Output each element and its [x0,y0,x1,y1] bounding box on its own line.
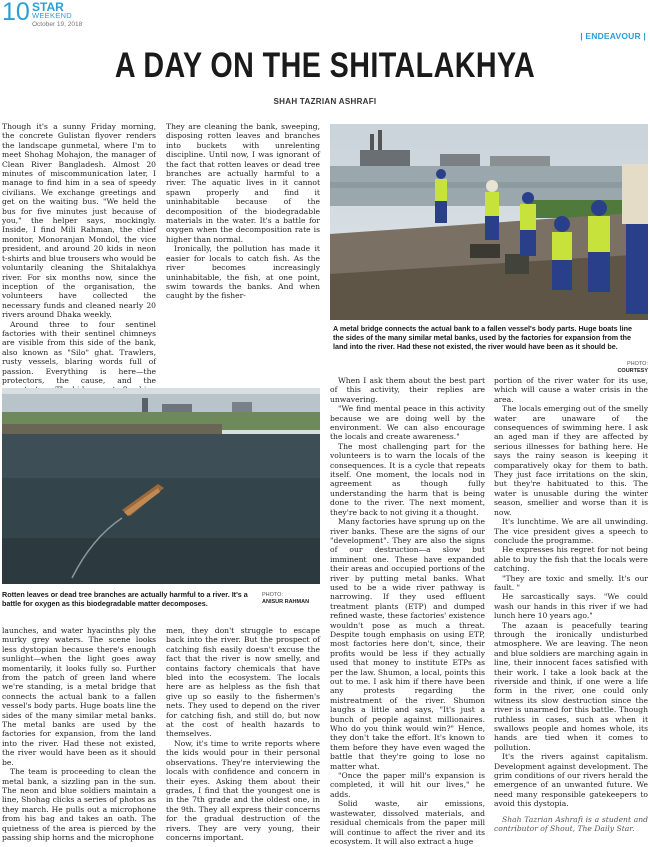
paragraph: Many factories have sprung up on the river banks. These are the signs of our "development". They are also the signs of our destruction—a slow but imminent one. These have expanded their areas and occupied portions of the river by putting metal banks. What used to be a wide river pathway is narrowing. If they used effluent treatment plants (ETP) and dumped refined waste, these factories' existence wouldn't pose as much a threat. Despite tough emphasis on using ETP, most factories here don't, since, their profits would be less if they actually used that money to institute ETPs as per the law. Shumon, a local, points this out to me. I ask him if there have been any protests regarding the mistreatment of the river. Shumon laughs a little and says, "It's just a bunch of people against millionaires. Who do you think would win?" Hence, they don't take the effort. It's known to them before they have even waged the battle that they're going to lose no matter what. [330,517,485,771]
column-4 [494,376,648,847]
column-3 [330,376,485,847]
paragraph: "We find mental peace in this activity because we are doing well by the environment. We can also encourage the locals and create awareness." [330,404,485,442]
brand-name: STAR [32,0,64,14]
paragraph: launches, and water hyacinths ply the murky grey waters. The scene looks less dystopian because there's enough sunlight—when the light goes away momentarily, it looks fully so. Further from the patch of green land where we're standing, is a metal bridge that connects the actual bank to a fallen vessel's body parts. Huge boats line the sides of the many similar metal banks. The metal banks are used by the factories for expansion, from the land into the river. Had these not existed, the river would have been as it should be. [2,626,156,767]
credit-label: PHOTO: [262,592,283,598]
issue-date: October 19, 2018 [32,21,83,28]
paragraph: men, they don't struggle to escape back into the river. But the prospect of catching fish easily doesn't excuse the fact that the river is now smelly, and contains factory chemicals that have bled into the ecosystem. The locals here are as helpless as the fish that give up so easily to the fishermen's nets. They used to depend on the river for catching fish, and still do, but now at the cost of health hazards to themselves. [166,626,320,739]
section-tag: | ENDEAVOUR | [580,31,646,41]
paragraph: The azaan is peacefully tearing through the ironically undisturbed atmosphere. We are leaving. The neon and blue soldiers are marching again in line, their innocent faces satisfied with their work. I take a look back at the riverside and think, if one were a life form in the river, one could only witness its slow destruction since the river is unarmed for this battle. Though ruthless in cases, such as when it swallows people and homes whole, its hands are tied when it comes to pollution. [494,620,648,752]
column-1-top [2,122,156,385]
photo-caption-top-right: A metal bridge connects the actual bank to a fallen vessel's body parts. Huge boats line the sides of the many similar metal banks, used by the factories for expansion from the land into the river. Had these not existed, the river would have been as it should be. [333,324,633,351]
paragraph: Ironically, the pollution has made it easier for locals to catch fish. As the river becomes increasingly uninhabitable, the fish, at one point, swim towards the banks. And when caught by the fisher- [166,244,320,301]
credit-label: PHOTO: [627,361,648,367]
column-1-bottom [2,626,156,847]
paragraph: It's lunchtime. We are all unwinding. The vice president gives a speech to conclude the programme. [494,517,648,545]
paragraph: The most challenging part for the volunteers is to warn the locals of the consequences. It is a cycle that repeats itself. One moment, the locals nod in agreement as though fully understanding the harm that is being done to the river. The next moment, they're back to not giving it a thought. [330,441,485,517]
column-2-bottom [166,626,320,847]
paragraph: Now, it's time to write reports where the kids would pour in their personal observations. They're interviewing the locals with confidence and concern in their eyes. Asking them about their grades, I find that the youngest one is in the 7th grade and the oldest one, in the 9th. They all express their concerns for the gradual destruction of the rivers. They are very young, their concerns important. [166,738,320,842]
page-number: 10 [2,0,30,26]
paragraph: portion of the river water for its use, which will cause a water crisis in the area. [494,376,648,404]
paragraph: The team is proceeding to clean the metal bank, a sizzling pan in the sun. The neon and blue soldiers maintain a line, Shohag clicks a series of photos as they march. He pulls out a microphone from his bag and takes an oath. The quietness of the area is pierced by the passing ship horns and the microphone [2,767,156,842]
paragraph: When I ask them about the best part of this activity, their replies are unwavering. [330,376,485,404]
credit-name: ANISUR RAHMAN [262,598,310,605]
paragraph: Solid waste, air emissions, wastewater, dissolved materials, and residual chemicals from the paper mill will continue to affect the river and its ecosystem. It will also extract a huge [330,799,485,846]
photo-volunteers-cleaning [330,124,648,320]
photo-credit-left [262,592,320,605]
paragraph: The locals emerging out of the smelly water are unaware of the consequences of swimming here. I ask an aged man if they are affected by serious illnesses for bathing here. He says the rainy season is keeping it comparatively okay for them to bath. They just face irritations on the skin, but they're habituated to this. The water is unusable during the winter season, smellier and worse than it is now. [494,404,648,517]
photo-river-boat [2,388,320,584]
paragraph: It's the rivers against capitalism. Development against development. The grim conditions of our rivers herald the emergence of an unwanted future. We need many responsible gatekeepers to avoid this dystopia. [494,752,648,809]
masthead [0,0,650,34]
credit-name: COURTESY [617,367,648,374]
photo-credit-top-right [600,361,648,374]
author-bio: Shah Tazrian Ashrafi is a student and contributor of Shout, The Daily Star. [494,814,648,834]
paragraph: Around three to four sentinel factories with their sentinel chimneys are visible from this side of the bank, also known as "Silo" ghat. Trawlers, rusty vessels, blaring words full of passion. Everything is here—the protectors, the cause, and the [2,319,156,385]
paragraph: They are cleaning the bank, sweeping, disposing rotten leaves and branches into buckets with unrelenting discipline. Until now, I was ignorant of the fact that rotten leaves or dead tree branches are actually harmful to a river. The aquatic lives in it cannot spawn properly and find it uninhabitable because of the decomposition of the biodegradable materials in the water. It's a battle for oxygen when the decomposition rate is higher than normal. [166,122,320,244]
paragraph: Though it's a sunny Friday morning, the concrete Gulistan flyover renders the landscape gunmetal, where I'm to meet Shohag Mohajon, the manager of Clean River Bangladesh. Almost 20 minutes of miscommunication later, I manage to find him in a sea of speedy civilians. We exchange greetings and get on the waiting bus. "We held the bus for five minutes just because of you," the helper says, mockingly. Inside, I find Mili Rahman, the chief monitor, Monoranjan Mondol, the vice president, and around 20 kids in neon t-shirts and blue trousers who would be voluntarily cleaning the Shitalakhya river. For six months now, since the inception of the organisation, the volunteers have collected the necessary funds and cleaned nearly 20 rivers around Dhaka weekly. [2,122,156,320]
photo-caption-left: Rotten leaves or dead tree branches are actually harmful to a river. It's a battle for oxygen as this biodegradable matter decomposes. [2,590,248,608]
paragraph: "Once the paper mill's expansion is completed, it will hit our lives," he adds. [330,771,485,799]
paragraph: "They are toxic and smelly. It's our fault. " [494,573,648,592]
byline: SHAH TAZRIAN ASHRAFI [273,97,377,106]
volunteers-photo-image [330,124,648,320]
paragraph: He expresses his regret for not being able to buy the fish that the locals were catching. [494,545,648,574]
headline: A DAY ON THE SHITALAKHYA [114,46,536,85]
paragraph: He sarcastically says. "We could wash our hands in this river if we had lunch here 10 years ago." [494,592,648,621]
river-photo-image [2,388,320,584]
brand-subtitle: WEEKEND [32,11,73,20]
column-2-top [166,122,320,380]
